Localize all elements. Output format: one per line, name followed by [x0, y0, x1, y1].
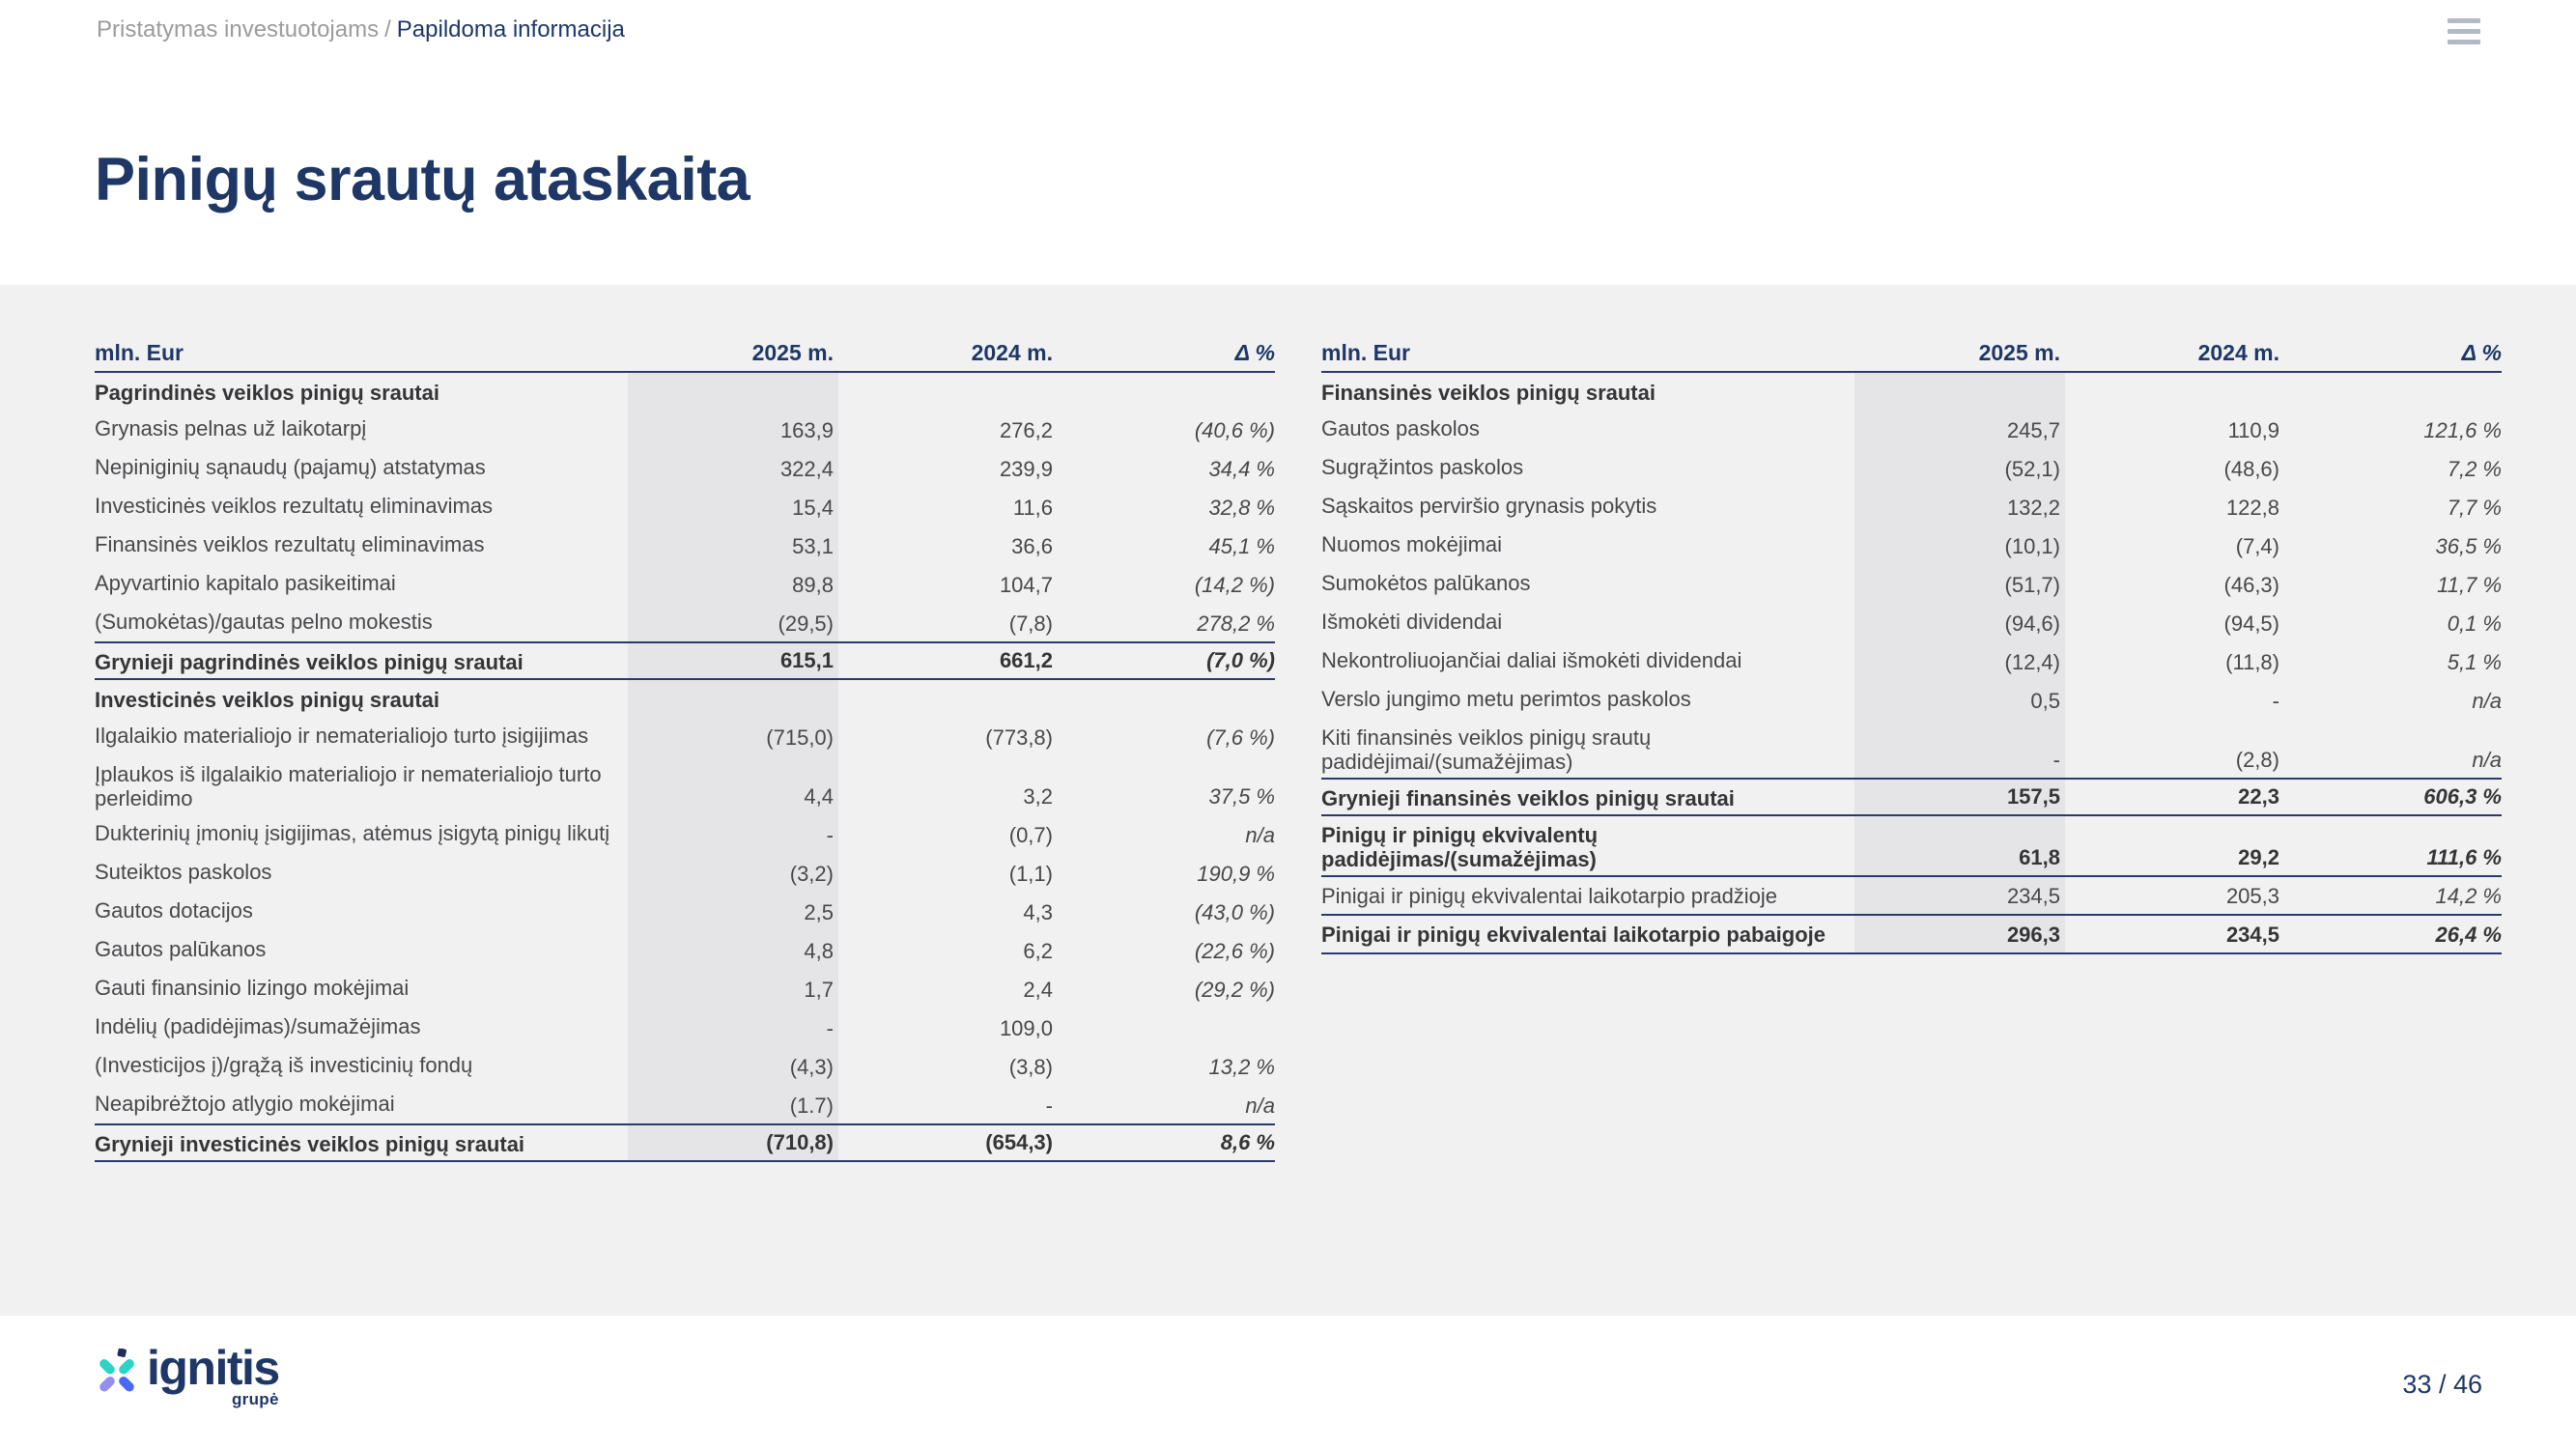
table-data-row	[1321, 877, 2502, 916]
ignitis-wordmark-block	[147, 1343, 279, 1408]
row-label: Grynieji finansinės veiklos pinigų srautai	[1321, 786, 1735, 810]
hamburger-icon	[2448, 18, 2480, 23]
value-2024: (773,8)	[985, 725, 1053, 750]
value-delta	[1053, 1008, 1275, 1046]
value-2025: (4,3)	[628, 1046, 838, 1085]
page-title: Pinigų srautų ataskaita	[95, 146, 750, 213]
value-2024: (7,8)	[1008, 611, 1053, 636]
value-delta: (14,2 %)	[1194, 573, 1275, 597]
value-delta: (7,6 %)	[1206, 725, 1275, 750]
value-2024: (1,1)	[1008, 862, 1053, 886]
value-2025: (715,0)	[628, 717, 838, 755]
table-header-row	[1321, 340, 2502, 373]
value-2024: 3,2	[1023, 784, 1053, 809]
ignitis-star-icon	[97, 1349, 137, 1397]
column-header-2024: 2024 m.	[971, 340, 1053, 365]
table-section-row	[95, 680, 1275, 717]
table-header-row	[95, 340, 1275, 373]
value-2025: (1.7)	[628, 1085, 838, 1123]
table-data-row	[95, 853, 1275, 892]
value-delta: 11,7 %	[2437, 573, 2502, 597]
cashflow-table-financing	[1321, 340, 2502, 954]
row-label: Investicinės veiklos rezultatų eliminavimas	[95, 494, 494, 518]
value-2024: (46,3)	[2223, 573, 2279, 597]
column-header-2025: 2025 m.	[751, 340, 834, 365]
value-2024: (48,6)	[2223, 457, 2279, 481]
row-label: Investicinės veiklos pinigų srautai	[95, 688, 440, 712]
value-2024: 109,0	[999, 1016, 1053, 1040]
value-2025: 1,7	[628, 969, 838, 1008]
row-label: Dukterinių įmonių įsigijimas, atėmus įsigytą pinigų likutį	[95, 821, 610, 845]
value-delta: 0,1 %	[2447, 611, 2502, 636]
table-total-row	[95, 1123, 1275, 1162]
value-delta: 7,2 %	[2447, 457, 2502, 481]
row-label: Kiti finansinės veiklos pinigų srautų padidėjimai/(sumažėjimas)	[1321, 725, 1652, 774]
value-delta: (7,0 %)	[1206, 648, 1275, 672]
table-section-row	[1321, 373, 2502, 410]
value-delta: n/a	[2472, 689, 2502, 713]
table-data-row	[95, 564, 1275, 603]
value-2024	[2065, 373, 2279, 410]
value-2024: 205,3	[2225, 884, 2279, 908]
row-label: (Investicijos į)/grąžą iš investicinių fondų	[95, 1053, 473, 1077]
breadcrumb	[97, 15, 625, 44]
row-label: Finansinės veiklos pinigų srautai	[1321, 381, 1656, 405]
row-label: Neapibrėžtojo atlygio mokėjimai	[95, 1092, 395, 1116]
table-data-row	[1321, 487, 2502, 526]
table-total-row	[95, 641, 1275, 680]
ignitis-logo	[97, 1341, 279, 1408]
value-delta: 34,4 %	[1208, 457, 1275, 481]
column-header-unit: mln. Eur	[1321, 340, 1411, 365]
value-2025: 4,8	[628, 930, 838, 969]
ignitis-grupe-label: grupė	[231, 1390, 279, 1408]
value-2025: (52,1)	[1854, 448, 2065, 487]
ignitis-wordmark: ignitis	[147, 1341, 279, 1395]
value-2025: 0,5	[1854, 680, 2065, 719]
row-label: Sąskaitos perviršio grynasis pokytis	[1321, 494, 1657, 518]
value-delta: 111,6 %	[2426, 845, 2502, 869]
table-total-row	[1321, 916, 2502, 954]
row-label: Nekontroliuojančiai daliai išmokėti dividendai	[1321, 648, 1742, 672]
value-2025: 15,4	[628, 487, 838, 526]
value-2024: 122,8	[2225, 496, 2279, 520]
column-header-unit: mln. Eur	[95, 340, 184, 365]
table-data-row	[1321, 641, 2502, 680]
value-2024: -	[1045, 1094, 1053, 1118]
value-delta: 26,4 %	[2435, 923, 2502, 947]
table-data-row	[95, 1085, 1275, 1123]
value-2025: 296,3	[1854, 916, 2065, 952]
cashflow-table-operating-investing	[95, 340, 1275, 1162]
table-data-row	[1321, 564, 2502, 603]
row-label: Grynieji pagrindinės veiklos pinigų srautai	[95, 650, 524, 674]
row-label: Gautos dotacijos	[95, 898, 253, 923]
value-delta	[1053, 680, 1275, 717]
row-label: Ilgalaikio materialiojo ir nematerialiojo turto įsigijimas	[95, 724, 589, 748]
value-delta: 32,8 %	[1208, 496, 1275, 520]
column-header-2025: 2025 m.	[1978, 340, 2060, 365]
value-delta: n/a	[1245, 1094, 1275, 1118]
value-2025: 322,4	[628, 448, 838, 487]
value-2025: (3,2)	[628, 853, 838, 892]
value-2024: (11,8)	[2225, 650, 2279, 674]
value-2025: 132,2	[1854, 487, 2065, 526]
table-data-row	[1321, 410, 2502, 448]
value-2024: (0,7)	[1008, 823, 1053, 847]
table-data-row	[95, 526, 1275, 564]
value-2024: 661,2	[999, 648, 1053, 672]
value-2025: (710,8)	[628, 1125, 838, 1160]
value-2025: 4,4	[628, 755, 838, 814]
value-2025: 234,5	[1854, 877, 2065, 914]
breadcrumb-current: Papildoma informacija	[396, 16, 625, 43]
value-2025: -	[1854, 719, 2065, 778]
value-2025: -	[628, 1008, 838, 1046]
value-2024	[838, 680, 1053, 717]
value-2025: 89,8	[628, 564, 838, 603]
value-2025: (51,7)	[1854, 564, 2065, 603]
value-2025	[628, 373, 838, 410]
value-2024: 6,2	[1023, 939, 1053, 963]
value-delta: (22,6 %)	[1194, 939, 1275, 963]
table-data-row	[1321, 719, 2502, 778]
value-2025	[1854, 373, 2065, 410]
table-data-row	[95, 487, 1275, 526]
table-data-row	[1321, 680, 2502, 719]
value-delta: 190,9 %	[1197, 862, 1275, 886]
row-label: Apyvartinio kapitalo pasikeitimai	[95, 571, 396, 595]
value-2025: 53,1	[628, 526, 838, 564]
table-total-row	[1321, 816, 2502, 877]
value-2024: -	[2272, 689, 2279, 713]
table-total-row	[1321, 778, 2502, 816]
value-delta: 8,6 %	[1220, 1130, 1275, 1154]
value-2025: 61,8	[1854, 816, 2065, 875]
value-2025: 615,1	[628, 643, 838, 678]
row-label: Pinigų ir pinigų ekvivalentų padidėjimas/(sumažėjimas)	[1321, 823, 1599, 871]
column-header-delta: Δ %	[2461, 340, 2502, 365]
value-2024: (7,4)	[2235, 534, 2279, 558]
value-2024: 29,2	[2238, 845, 2279, 869]
value-2024: 239,9	[999, 457, 1053, 481]
row-label: Gautos palūkanos	[95, 937, 267, 961]
content-area	[0, 285, 2576, 1316]
value-2024: 4,3	[1023, 900, 1053, 924]
value-delta: 36,5 %	[2435, 534, 2502, 558]
value-2024: 234,5	[2225, 923, 2279, 947]
row-label: Išmokėti dividendai	[1321, 610, 1503, 634]
value-2025: 2,5	[628, 892, 838, 930]
value-2024: (94,5)	[2223, 611, 2279, 636]
page-number: 33 / 46	[2402, 1370, 2482, 1399]
row-label: Finansinės veiklos rezultatų eliminavimas	[95, 532, 485, 556]
value-delta: 7,7 %	[2447, 496, 2502, 520]
value-delta	[2279, 373, 2502, 410]
row-label: Verslo jungimo metu perimtos paskolos	[1321, 687, 1691, 711]
table-data-row	[95, 1046, 1275, 1085]
row-label: Suteiktos paskolos	[95, 860, 272, 884]
row-label: (Sumokėtas)/gautas pelno mokestis	[95, 610, 433, 634]
value-delta: 14,2 %	[2435, 884, 2502, 908]
column-header-delta: Δ %	[1234, 340, 1275, 365]
table-data-row	[95, 410, 1275, 448]
column-header-2024: 2024 m.	[2197, 340, 2279, 365]
value-2025: (12,4)	[1854, 641, 2065, 680]
value-2024: 22,3	[2238, 784, 2279, 809]
value-delta: 13,2 %	[1208, 1055, 1275, 1079]
row-label: Nuomos mokėjimai	[1321, 532, 1503, 556]
value-2024: 11,6	[1012, 496, 1053, 520]
row-label: Pinigai ir pinigų ekvivalentai laikotarpio pabaigoje	[1321, 923, 1826, 947]
table-data-row	[95, 1008, 1275, 1046]
table-data-row	[95, 930, 1275, 969]
table-data-row	[95, 717, 1275, 755]
table-data-row	[95, 969, 1275, 1008]
value-2024: 276,2	[999, 418, 1053, 442]
row-label: Grynasis pelnas už laikotarpį	[95, 416, 367, 440]
value-2025: (94,6)	[1854, 603, 2065, 641]
row-label: Sugrąžintos paskolos	[1321, 455, 1524, 479]
value-2025: 163,9	[628, 410, 838, 448]
table-data-row	[1321, 603, 2502, 641]
menu-button[interactable]	[2448, 18, 2480, 44]
value-2024: (2,8)	[2235, 748, 2279, 772]
value-2025: 245,7	[1854, 410, 2065, 448]
value-2025	[628, 680, 838, 717]
row-label: Įplaukos iš ilgalaikio materialiojo ir nematerialiojo turto perleidimo	[95, 762, 602, 810]
breadcrumb-separator: /	[384, 16, 391, 43]
value-delta	[1053, 373, 1275, 410]
table-data-row	[1321, 448, 2502, 487]
value-2024: 2,4	[1023, 978, 1053, 1002]
value-2025: (29,5)	[628, 603, 838, 641]
value-delta: 45,1 %	[1208, 534, 1275, 558]
table-data-row	[1321, 526, 2502, 564]
row-label: Sumokėtos palūkanos	[1321, 571, 1531, 595]
row-label: Pinigai ir pinigų ekvivalentai laikotarpio pradžioje	[1321, 884, 1778, 908]
hamburger-icon	[2448, 29, 2480, 34]
value-2024: 104,7	[999, 573, 1053, 597]
value-2024: (654,3)	[985, 1130, 1053, 1154]
row-label: Nepiniginių sąnaudų (pajamų) atstatymas	[95, 455, 486, 479]
hamburger-icon	[2448, 40, 2480, 44]
row-label: Pagrindinės veiklos pinigų srautai	[95, 381, 439, 405]
value-delta: n/a	[2472, 748, 2502, 772]
value-delta: (29,2 %)	[1194, 978, 1275, 1002]
value-delta: 278,2 %	[1197, 611, 1275, 636]
value-2025: (10,1)	[1854, 526, 2065, 564]
value-delta: (40,6 %)	[1194, 418, 1275, 442]
value-2024: 36,6	[1011, 534, 1053, 558]
value-2025: -	[628, 814, 838, 853]
value-delta: 37,5 %	[1208, 784, 1275, 809]
value-2024: 110,9	[2227, 418, 2279, 442]
row-label: Indėlių (padidėjimas)/sumažėjimas	[95, 1014, 421, 1038]
table-data-row	[95, 603, 1275, 641]
table-section-row	[95, 373, 1275, 410]
row-label: Grynieji investicinės veiklos pinigų srautai	[95, 1132, 525, 1156]
table-data-row	[95, 755, 1275, 814]
value-2025: 157,5	[1854, 780, 2065, 814]
row-label: Gauti finansinio lizingo mokėjimai	[95, 976, 410, 1000]
value-2024: (3,8)	[1008, 1055, 1053, 1079]
table-data-row	[95, 892, 1275, 930]
value-2024	[838, 373, 1053, 410]
value-delta: 5,1 %	[2447, 650, 2502, 674]
value-delta: (43,0 %)	[1194, 900, 1275, 924]
value-delta: 121,6 %	[2423, 418, 2502, 442]
table-data-row	[95, 814, 1275, 853]
row-label: Gautos paskolos	[1321, 416, 1480, 440]
table-data-row	[95, 448, 1275, 487]
breadcrumb-parent[interactable]: Pristatymas investuotojams	[97, 16, 380, 43]
value-delta: 606,3 %	[2423, 784, 2502, 809]
value-delta: n/a	[1245, 823, 1275, 847]
